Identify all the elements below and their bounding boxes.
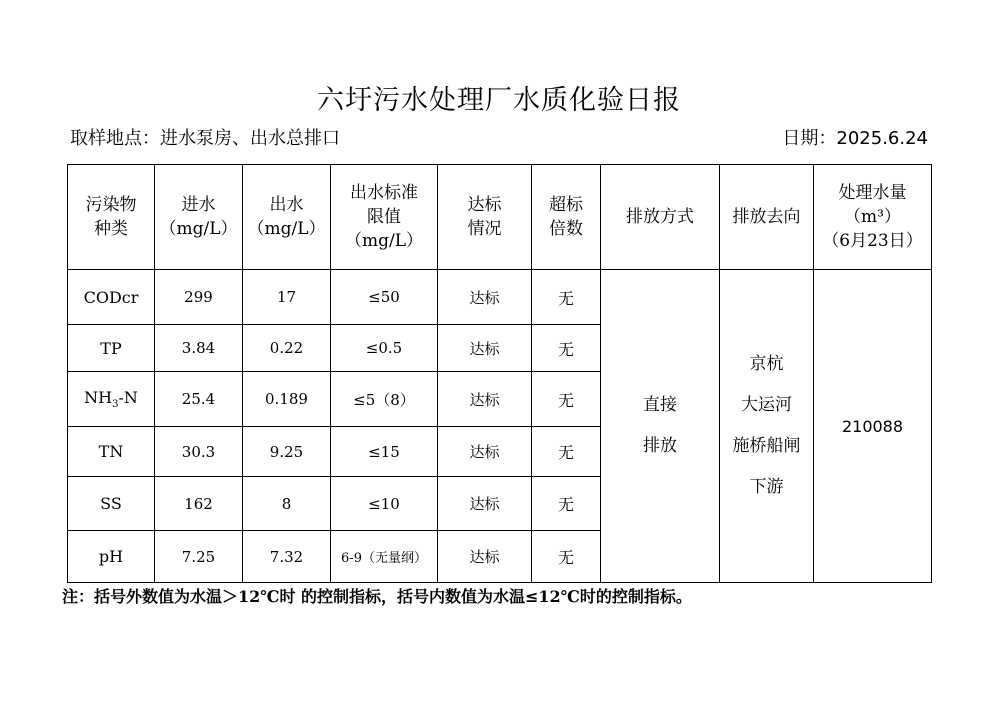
influent-cell: 7.25 bbox=[155, 531, 243, 583]
pollutant-cell: TN bbox=[68, 427, 155, 477]
exceed-cell: 无 bbox=[532, 531, 601, 583]
header-limit: 出水标准 限值 （mg/L） bbox=[331, 165, 438, 270]
header-discharge-method: 排放方式 bbox=[601, 165, 720, 270]
effluent-cell: 9.25 bbox=[243, 427, 331, 477]
exceed-cell: 无 bbox=[532, 325, 601, 372]
water-quality-table bbox=[67, 164, 932, 583]
influent-cell: 25.4 bbox=[155, 372, 243, 427]
pollutant-cell: TP bbox=[68, 325, 155, 372]
limit-cell: 6-9（无量纲） bbox=[331, 531, 438, 583]
exceed-cell: 无 bbox=[532, 427, 601, 477]
report-title: 六圩污水处理厂水质化验日报 bbox=[317, 85, 681, 116]
influent-cell: 3.84 bbox=[155, 325, 243, 372]
discharge-method-cell: 直接 排放 bbox=[601, 270, 720, 583]
effluent-cell: 0.22 bbox=[243, 325, 331, 372]
discharge-destination-cell: 京杭 大运河 施桥船闸 下游 bbox=[720, 270, 814, 583]
status-cell: 达标 bbox=[438, 427, 532, 477]
limit-cell: ≤0.5 bbox=[331, 325, 438, 372]
header-exceed: 超标 倍数 bbox=[532, 165, 601, 270]
limit-cell: ≤5（8） bbox=[331, 372, 438, 427]
header-effluent: 出水 （mg/L） bbox=[243, 165, 331, 270]
treated-volume-cell: 210088 bbox=[814, 270, 932, 583]
limit-cell: ≤10 bbox=[331, 477, 438, 531]
header-pollutant: 污染物 种类 bbox=[68, 165, 155, 270]
footnote: 注：括号外数值为水温＞12℃时 的控制指标，括号内数值为水温≤12℃时的控制指标。 bbox=[62, 587, 692, 606]
pollutant-cell: pH bbox=[68, 531, 155, 583]
header-influent: 进水 （mg/L） bbox=[155, 165, 243, 270]
limit-cell: ≤15 bbox=[331, 427, 438, 477]
effluent-cell: 0.189 bbox=[243, 372, 331, 427]
header-row bbox=[68, 165, 932, 270]
exceed-cell: 无 bbox=[532, 477, 601, 531]
status-cell: 达标 bbox=[438, 531, 532, 583]
exceed-cell: 无 bbox=[532, 372, 601, 427]
report-date: 日期：2025.6.24 bbox=[782, 128, 928, 149]
status-cell: 达标 bbox=[438, 477, 532, 531]
status-cell: 达标 bbox=[438, 325, 532, 372]
effluent-cell: 17 bbox=[243, 270, 331, 325]
pollutant-cell: $NH_3-N$ bbox=[68, 372, 155, 427]
report-subheader bbox=[70, 124, 928, 152]
effluent-cell: 7.32 bbox=[243, 531, 331, 583]
influent-cell: 30.3 bbox=[155, 427, 243, 477]
status-cell: 达标 bbox=[438, 270, 532, 325]
header-treated-volume: 处理水量 （m³） （6月23日） bbox=[814, 165, 932, 270]
pollutant-cell: SS bbox=[68, 477, 155, 531]
header-status: 达标 情况 bbox=[438, 165, 532, 270]
influent-cell: 162 bbox=[155, 477, 243, 531]
header-discharge-destination: 排放去向 bbox=[720, 165, 814, 270]
sampling-location: 取样地点：进水泵房、出水总排口 bbox=[70, 128, 340, 149]
effluent-cell: 8 bbox=[243, 477, 331, 531]
table-row bbox=[68, 270, 932, 325]
status-cell: 达标 bbox=[438, 372, 532, 427]
influent-cell: 299 bbox=[155, 270, 243, 325]
pollutant-cell: CODcr bbox=[68, 270, 155, 325]
exceed-cell: 无 bbox=[532, 270, 601, 325]
limit-cell: ≤50 bbox=[331, 270, 438, 325]
